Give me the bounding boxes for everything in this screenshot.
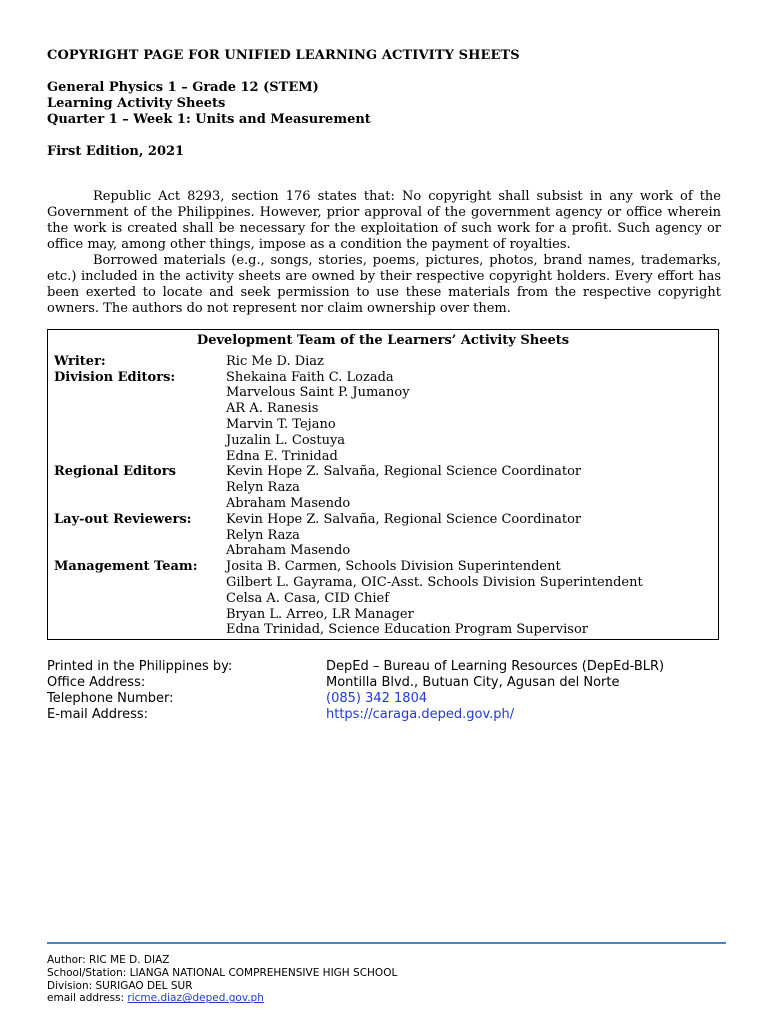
edition-label: First Edition, 2021: [47, 144, 185, 159]
team-member: Edna E. Trinidad: [226, 448, 338, 464]
team-member: Bryan L. Arreo, LR Manager: [226, 606, 414, 622]
team-member: Celsa A. Casa, CID Chief: [226, 590, 390, 606]
ra8293-paragraph: Republic Act 8293, section 176 states that: No copyright shall subsist in any work of the Government of the Philippines. However, prior approval of the government agency or office wherein the work is created shall be necessary for the exploitation of such work for a profit. Such agency or office may, among other things, impose as a condition the payment of royalties.: [47, 189, 721, 252]
role-division-editors: [48, 370, 718, 465]
role-names: [226, 559, 643, 638]
role-regional-editors: [48, 464, 718, 511]
team-member: AR A. Ranesis: [226, 401, 319, 417]
quarter-week-line: Quarter 1 – Week 1: Units and Measurement: [47, 112, 371, 127]
team-member: Edna Trinidad, Science Education Program Supervisor: [226, 622, 589, 638]
printer-label: Printed in the Philippines by:: [47, 659, 233, 674]
telephone-link[interactable]: (085) 342 1804: [326, 691, 428, 706]
role-label: Lay-out Reviewers:: [54, 511, 192, 527]
team-member: Marvelous Saint P. Jumanoy: [226, 385, 410, 401]
footer-author: Author: RIC ME D. DIAZ: [47, 954, 170, 966]
team-member: Marvin T. Tejano: [226, 416, 336, 432]
team-member: Kevin Hope Z. Salvaña, Regional Science Coordinator: [226, 464, 582, 480]
role-label: Division Editors:: [54, 369, 176, 385]
website-link[interactable]: https://caraga.deped.gov.ph/: [326, 707, 515, 722]
footer-email-link[interactable]: ricme.diaz@deped.gov.ph: [127, 992, 264, 1005]
email-row: [47, 707, 664, 723]
telephone-row: [47, 691, 664, 707]
subject-line: General Physics 1 – Grade 12 (STEM): [47, 80, 319, 95]
role-label: Management Team:: [54, 559, 198, 575]
page-title: COPYRIGHT PAGE FOR UNIFIED LEARNING ACTIVITY SHEETS: [47, 48, 520, 63]
team-box-title: Development Team of the Learners’ Activity Sheets: [196, 333, 570, 348]
office-address-value: Montilla Blvd., Butuan City, Agusan del Norte: [326, 675, 620, 690]
team-member: Josita B. Carmen, Schools Division Superintendent: [226, 559, 561, 575]
role-label: Regional Editors: [54, 464, 176, 480]
role-names: [226, 464, 581, 511]
copyright-notice: [47, 189, 721, 317]
team-member: Gilbert L. Gayrama, OIC-Asst. Schools Division Superintendent: [226, 574, 643, 590]
role-names: [226, 512, 581, 559]
role-names: [226, 370, 410, 465]
footer-school: School/Station: LIANGA NATIONAL COMPREHENSIVE HIGH SCHOOL: [47, 966, 398, 979]
office-address-row: [47, 675, 664, 691]
team-member: Ric Me D. Diaz: [226, 353, 324, 369]
role-names: [226, 354, 324, 370]
footer-email-row: [47, 992, 397, 1005]
role-writer: [48, 354, 718, 370]
email-label: E-mail Address:: [47, 707, 149, 722]
printer-row: [47, 659, 664, 675]
team-member: Juzalin L. Costuya: [226, 432, 346, 448]
development-team-box: [47, 329, 719, 640]
borrowed-materials-paragraph: Borrowed materials (e.g., songs, stories, poems, pictures, photos, brand names, trademarks, etc.) included in the activity sheets are owned by their respective copyright holders. Every effort has been exerted to locate and seek permission to use these materials from the respective copyright owners. The authors do not represent nor claim ownership over them.: [47, 253, 721, 316]
office-address-label: Office Address:: [47, 675, 146, 690]
team-member: Abraham Masendo: [226, 495, 351, 511]
team-member: Kevin Hope Z. Salvaña, Regional Science Coordinator: [226, 511, 582, 527]
material-type-line: Learning Activity Sheets: [47, 96, 226, 111]
author-footer: [47, 954, 397, 1005]
team-member: Abraham Masendo: [226, 543, 351, 559]
team-member: Shekaina Faith C. Lozada: [226, 369, 394, 385]
footer-email-label: email address:: [47, 992, 128, 1005]
document-meta: [47, 80, 371, 128]
role-layout-reviewers: [48, 512, 718, 559]
printer-value: DepEd – Bureau of Learning Resources (DepEd-BLR): [326, 659, 665, 674]
telephone-label: Telephone Number:: [47, 691, 174, 706]
printing-info: [47, 659, 664, 723]
footer-division: Division: SURIGAO DEL SUR: [47, 979, 193, 992]
footer-divider: [47, 942, 726, 944]
team-member: Relyn Raza: [226, 480, 300, 496]
role-management-team: [48, 559, 718, 638]
role-label: Writer:: [54, 353, 106, 369]
team-member: Relyn Raza: [226, 527, 300, 543]
